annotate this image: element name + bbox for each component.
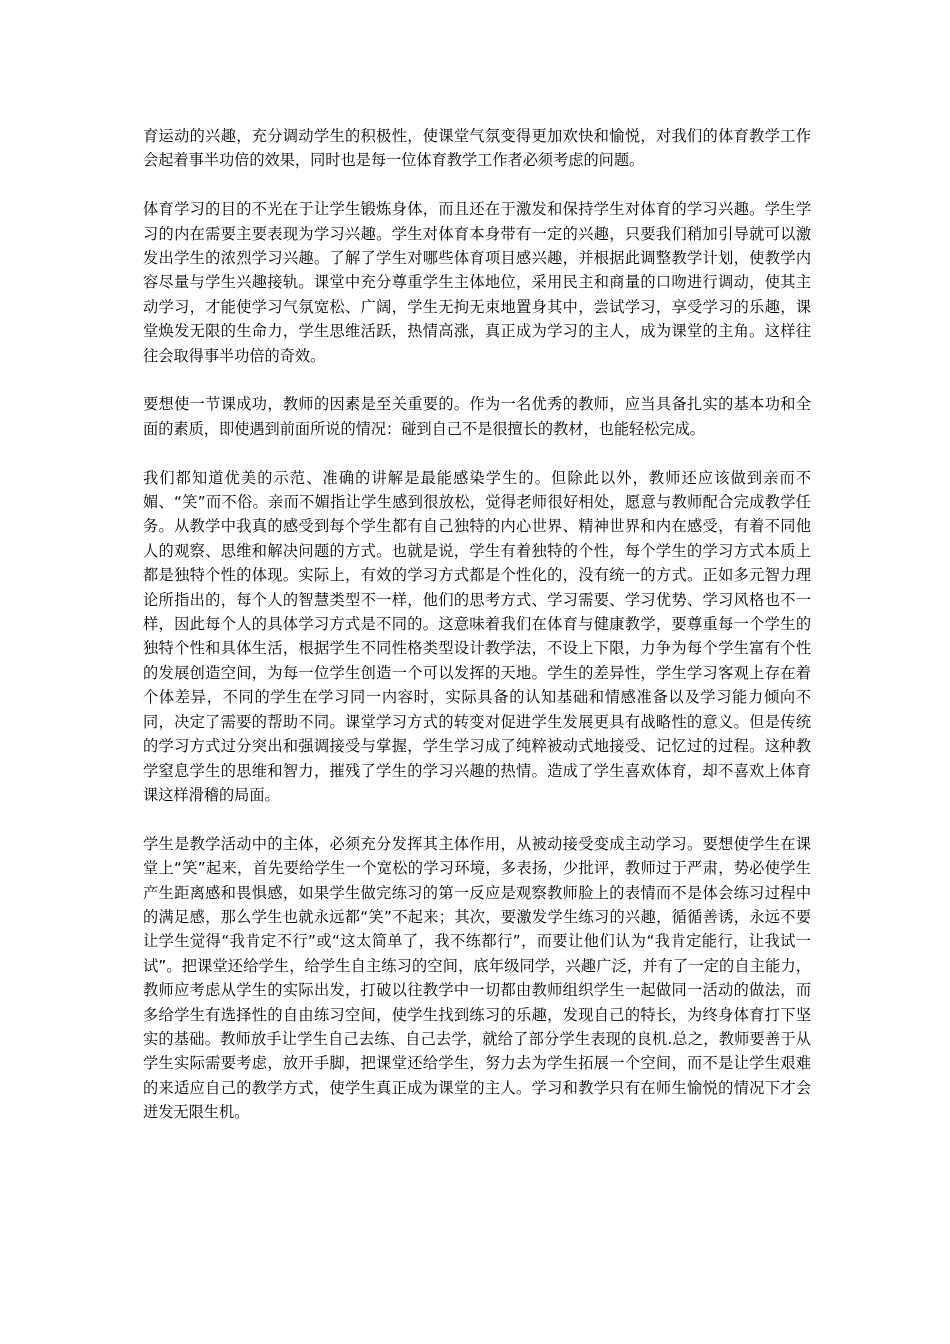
paragraph-2: 体育学习的目的不光在于让学生锻炼身体，而且还在于激发和保持学生对体育的学习兴趣。学生学习的内在需要主要表现为学习兴趣。学生对体育本身带有一定的兴趣，只要我们稍加引导就可以激发出学生的浓烈学习兴趣。了解了学生对哪些体育项目感兴趣，并根据此调整教学计划，使教学内容尽量与学生兴趣接轨。课堂中充分尊重学生主体地位，采用民主和商量的口吻进行调动，使其主动学习，才能使学习气氛宽松、广阔，学生无拘无束地置身其中，尝试学习，享受学习的乐趣，课堂焕发无限的生命力，学生思维活跃，热情高涨，真正成为学习的主人，成为课堂的主角。这样往往会取得事半功倍的奇效。 [143, 200, 811, 365]
paragraph-4: 我们都知道优美的示范、准确的讲解是最能感染学生的。但除此以外，教师还应该做到亲而不媚、“笑”而不俗。亲而不媚指让学生感到很放松，觉得老师很好相处，愿意与教师配合完成教学任务。从教学中我真的感受到每个学生都有自己独特的内心世界、精神世界和内在感受，有着不同他人的观察、思维和解决问题的方式。也就是说，学生有着独特的个性，每个学生的学习方式本质上都是独特个性的体现。实际上，有效的学习方式都是个性化的，没有统一的方式。正如多元智力理论所指出的，每个人的智慧类型不一样，他们的思考方式、学习需要、学习优势、学习风格也不一样，因此每个人的具体学习方式是不同的。这意味着我们在体育与健康教学，要尊重每一个学生的独特个性和具体生活，根据学生不同性格类型设计教学法，不设上下限，力争为每个学生富有个性的发展创造空间，为每一位学生创造一个可以发挥的天地。学生的差异性，学生学习客观上存在着个体差异，不同的学生在学习同一内容时，实际具备的认知基础和情感准备以及学习能力倾向不同，决定了需要的帮助不同。课堂学习方式的转变对促进学生发展更具有战略性的意义。但是传统的学习方式过分突出和强调接受与掌握，学生学习成了纯粹被动式地接受、记忆过的过程。这种教学窒息学生的思维和智力，摧残了学生的学习兴趣的热情。造成了学生喜欢体育，却不喜欢上体育课这样滑稽的局面。 [143, 468, 811, 804]
document-body [143, 124, 811, 1125]
paragraph-1: 育运动的兴趣，充分调动学生的积极性，使课堂气氛变得更加欢快和愉悦，对我们的体育教学工作会起着事半功倍的效果，同时也是每一位体育教学工作者必须考虑的问题。 [143, 127, 811, 170]
paragraph-5: 学生是教学活动中的主体，必须充分发挥其主体作用，从被动接受变成主动学习。要想使学生在课堂上“笑”起来，首先要给学生一个宽松的学习环境，多表扬，少批评，教师过于严肃，势必使学生产生距离感和畏惧感，如果学生做完练习的第一反应是观察教师脸上的表情而不是体会练习过程中的满足感，那么学生也就永远都“笑”不起来；其次，要激发学生练习的兴趣，循循善诱，永远不要让学生觉得“我肯定不行”或“这太简单了，我不练都行”，而要让他们认为“我肯定能行，让我试一试”。把课堂还给学生，给学生自主练习的空间，底年级同学，兴趣广泛，并有了一定的自主能力，教师应考虑从学生的实际出发，打破以往教学中一切都由教师组织学生一起做同一活动的做法，而多给学生有选择性的自由练习空间，使学生找到练习的乐趣，发现自己的特长，为终身体育打下坚实的基础。教师放手让学生自己去练、自己去学，就给了部分学生表现的良机.总之，教师要善于从学生实际需要考虑，放开手脚，把课堂还给学生，努力去为学生拓展一个空间，而不是让学生艰难的来适应自己的教学方式，使学生真正成为课堂的主人。学习和教学只有在师生愉悦的情况下才会迸发无限生机。 [143, 834, 811, 1122]
paragraph-3: 要想使一节课成功，教师的因素是至关重要的。作为一名优秀的教师，应当具备扎实的基本功和全面的素质，即使遇到前面所说的情况：碰到自己不是很擅长的教材，也能轻松完成。 [143, 395, 811, 438]
